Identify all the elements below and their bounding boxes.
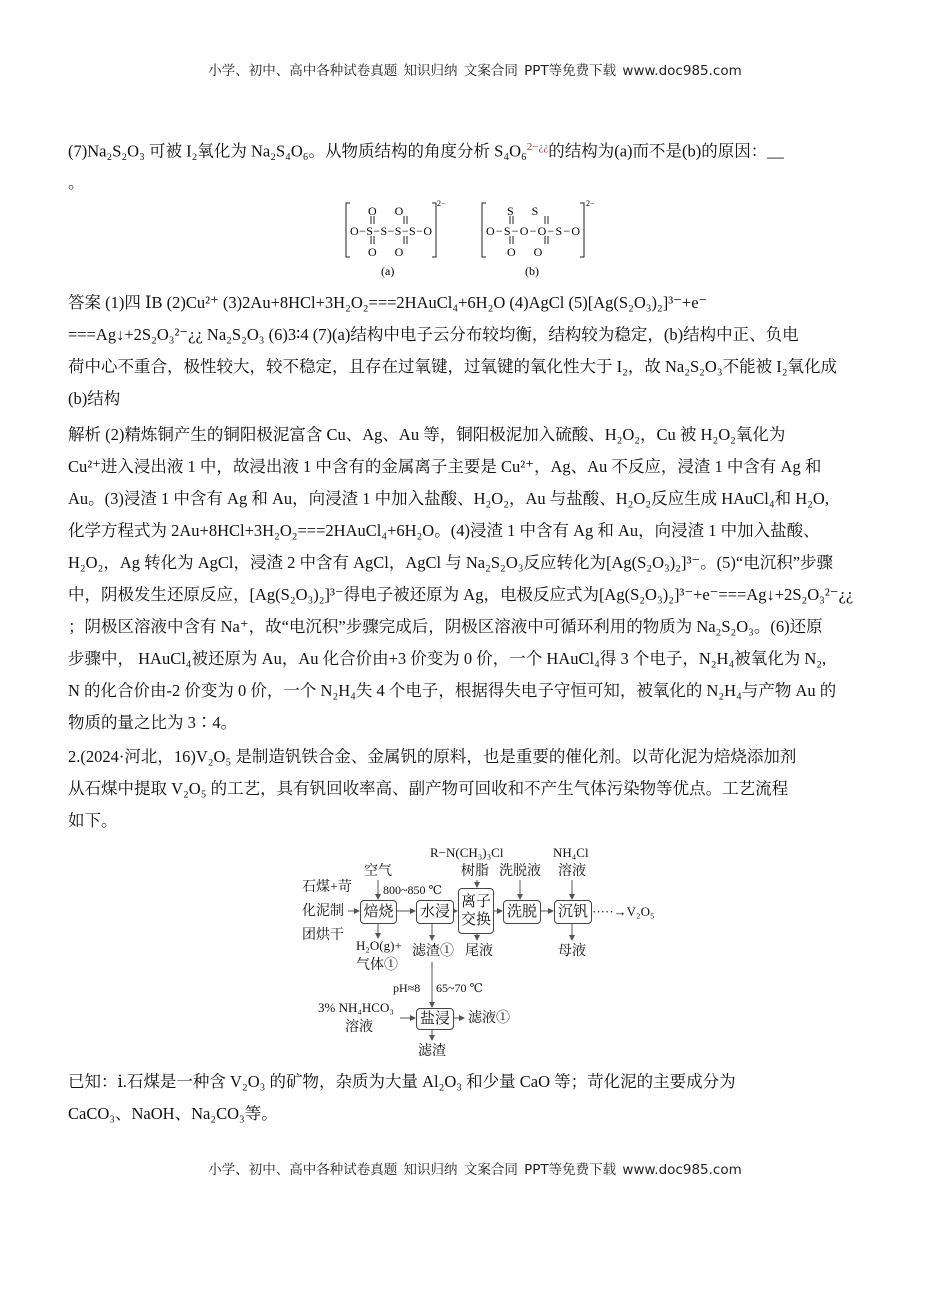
question-2-line: 2.(2024·河北，16)V₂O₅ 是制造钒铁合金、金属钒的原料，也是重要的催化剂。以苛化泥为焙烧添加剂 xyxy=(68,747,797,766)
filtrate-1-label: 滤液① xyxy=(468,1011,510,1026)
analysis-line: H₂O₂，Ag 转化为 AgCl，浸渣 2 中含有 AgCl，AgCl 与 Na₂S₂O₃反应转化为[Ag(S₂O₃)₂]³⁻。(5)“电沉积”步骤 xyxy=(68,553,834,572)
struct-b-top: S S xyxy=(507,204,539,218)
analysis-line: 步骤中， HAuCl₄被还原为 Au，Au 化合价由+3 价变为 0 价，一个 HAuCl₄得 3 个电子，N₂H₄被氧化为 N₂, xyxy=(68,649,827,668)
struct-a-caption: (a) xyxy=(381,264,395,278)
nh4cl-label: NH₄Cl xyxy=(553,845,589,860)
air-label: 空气 xyxy=(364,864,392,879)
step-precipitate: 沉钒 xyxy=(554,900,592,924)
question-7-line-2: 。 xyxy=(68,173,85,192)
page-footer: 小学、初中、高中各种试卷真题 知识归纳 文案合同 PPT等免费下载 www.doc985.com xyxy=(208,1162,742,1178)
resin-label: 树脂 xyxy=(461,864,489,879)
analysis-line: 物质的量之比为 3∶4。 xyxy=(68,713,238,732)
question-2-line: 如下。 xyxy=(68,811,118,830)
q7-superscript: 2−¿¿ xyxy=(526,141,549,153)
step-elution: 洗脱 xyxy=(503,900,541,924)
struct-b-charge: 2− xyxy=(586,199,595,208)
product-label: ·····→V₂O₅ xyxy=(592,904,655,919)
page-header: 小学、初中、高中各种试卷真题 知识归纳 文案合同 PPT等免费下载 www.doc985.com xyxy=(208,63,742,79)
struct-a-bottom: O O xyxy=(368,245,404,259)
question-2-line: 从石煤中提取 V₂O₅ 的工艺，具有钒回收率高、副产物可回收和不产生气体污染物等优点。工艺流程 xyxy=(68,779,789,798)
roast-output-label: 气体① xyxy=(356,958,398,973)
leach-temp-label: 65~70 ℃ xyxy=(436,981,483,995)
analysis-line: Au。(3)浸渣 1 中含有 Ag 和 Au，向浸渣 1 中加入盐酸、H₂O₂，Au 与盐酸、H₂O₂反应生成 HAuCl₄和 H₂O, xyxy=(68,489,829,508)
roast-output-label: H₂O(g)+ xyxy=(356,938,402,953)
struct-b-bottom: O O xyxy=(507,245,543,259)
analysis-line: ；阴极区溶液中含有 Na⁺，故“电沉积”步骤完成后，阴极区溶液中可循环利用的物质为 Na₂S₂O₃。(6)还原 xyxy=(68,617,823,636)
answer-line: ===Ag↓+2S₂O₃²⁻¿¿ Na₂S₂O₃ (6)3∶4 (7)(a)结构中电子云分布较均衡，结构较为稳定，(b)结构中正、负电 xyxy=(68,325,799,344)
step-salt-leach: 盐浸 xyxy=(416,1008,454,1030)
analysis-line: N 的化合价由-2 价变为 0 价，一个 N₂H₄失 4 个电子，根据得失电子守恒可知，被氧化的 N₂H₄与产物 Au 的 xyxy=(68,681,837,700)
analysis-line: Cu²⁺进入浸出液 1 中，故浸出液 1 中含有的金属离子主要是 Cu²⁺，Ag、Au 不反应，浸渣 1 中含有 Ag 和 xyxy=(68,457,822,476)
step-roast: 焙烧 xyxy=(360,900,397,924)
ph-label: pH≈8 xyxy=(393,981,421,995)
mother-liquor-label: 母液 xyxy=(558,944,586,959)
nh4hco3-solution-label: 溶液 xyxy=(345,1020,373,1035)
struct-a-charge: 2− xyxy=(437,199,446,208)
analysis-line: 解析 (2)精炼铜产生的铜阳极泥富含 Cu、Ag、Au 等，铜阳极泥加入硫酸、H₂O₂，Cu 被 H₂O₂氧化为 xyxy=(68,425,786,444)
step-ion-exchange: 离子交换 xyxy=(458,888,494,934)
struct-a-top: O O xyxy=(368,204,404,218)
q7-text: (7)Na₂S₂O₃ 可被 I₂氧化为 Na₂S₄O₆。从物质结构的角度分析 S₄O₆ xyxy=(68,141,527,161)
feed-label: 化泥制 xyxy=(302,904,344,919)
residue-1-label: 滤渣① xyxy=(412,944,454,959)
roast-temp-label: 800~850 ℃ xyxy=(383,883,442,897)
nh4cl-solution-label: 溶液 xyxy=(558,864,586,879)
analysis-line: 化学方程式为 2Au+8HCl+3H₂O₂===2HAuCl₄+6H₂O。(4)浸渣 1 中含有 Ag 和 Au，向浸渣 1 中加入盐酸、 xyxy=(68,521,820,540)
feed-label: 石煤+苛 xyxy=(302,880,352,895)
q7-tail: 的结构为(a)而不是(b)的原因：__ xyxy=(548,141,784,161)
struct-b-middle: O−S−O−O−S−O xyxy=(486,224,580,238)
feed-label: 团烘干 xyxy=(302,928,344,943)
resin-formula-label: R−N(CH₃)₃Cl xyxy=(430,845,504,860)
answer-line: 荷中心不重合，极性较大，较不稳定，且存在过氧键，过氧键的氧化性大于 I₂，故 Na₂S₂O₃不能被 I₂氧化成 xyxy=(68,357,837,376)
eluent-label: 洗脱液 xyxy=(499,864,541,879)
nh4hco3-label: 3% NH₄HCO₃ xyxy=(318,1000,394,1015)
struct-b-caption: (b) xyxy=(525,264,539,278)
residue-label: 滤渣 xyxy=(418,1044,446,1059)
step-water-leach: 水浸 xyxy=(416,900,454,924)
known-line: 已知：ⅰ.石煤是一种含 V₂O₃ 的矿物，杂质为大量 Al₂O₃ 和少量 CaO 等；苛化泥的主要成分为 xyxy=(68,1072,736,1091)
answer-line: (b)结构 xyxy=(68,389,121,408)
known-line: CaCO₃、NaOH、Na₂CO₃等。 xyxy=(68,1104,278,1123)
tail-liquid-label: 尾液 xyxy=(465,944,493,959)
struct-a-middle: O−S−S−S−S−O xyxy=(350,224,432,238)
analysis-line: 中，阴极发生还原反应，[Ag(S₂O₃)₂]³⁻得电子被还原为 Ag，电极反应式为[Ag(S₂O₃)₂]³⁻+e⁻===Ag↓+2S₂O₃²⁻¿¿ xyxy=(68,585,854,604)
answer-line: 答案 (1)四 ⅠB (2)Cu²⁺ (3)2Au+8HCl+3H₂O₂===2HAuCl₄+6H₂O (4)AgCl (5)[Ag(S₂O₃)₂]³⁻+e⁻ xyxy=(68,293,708,312)
